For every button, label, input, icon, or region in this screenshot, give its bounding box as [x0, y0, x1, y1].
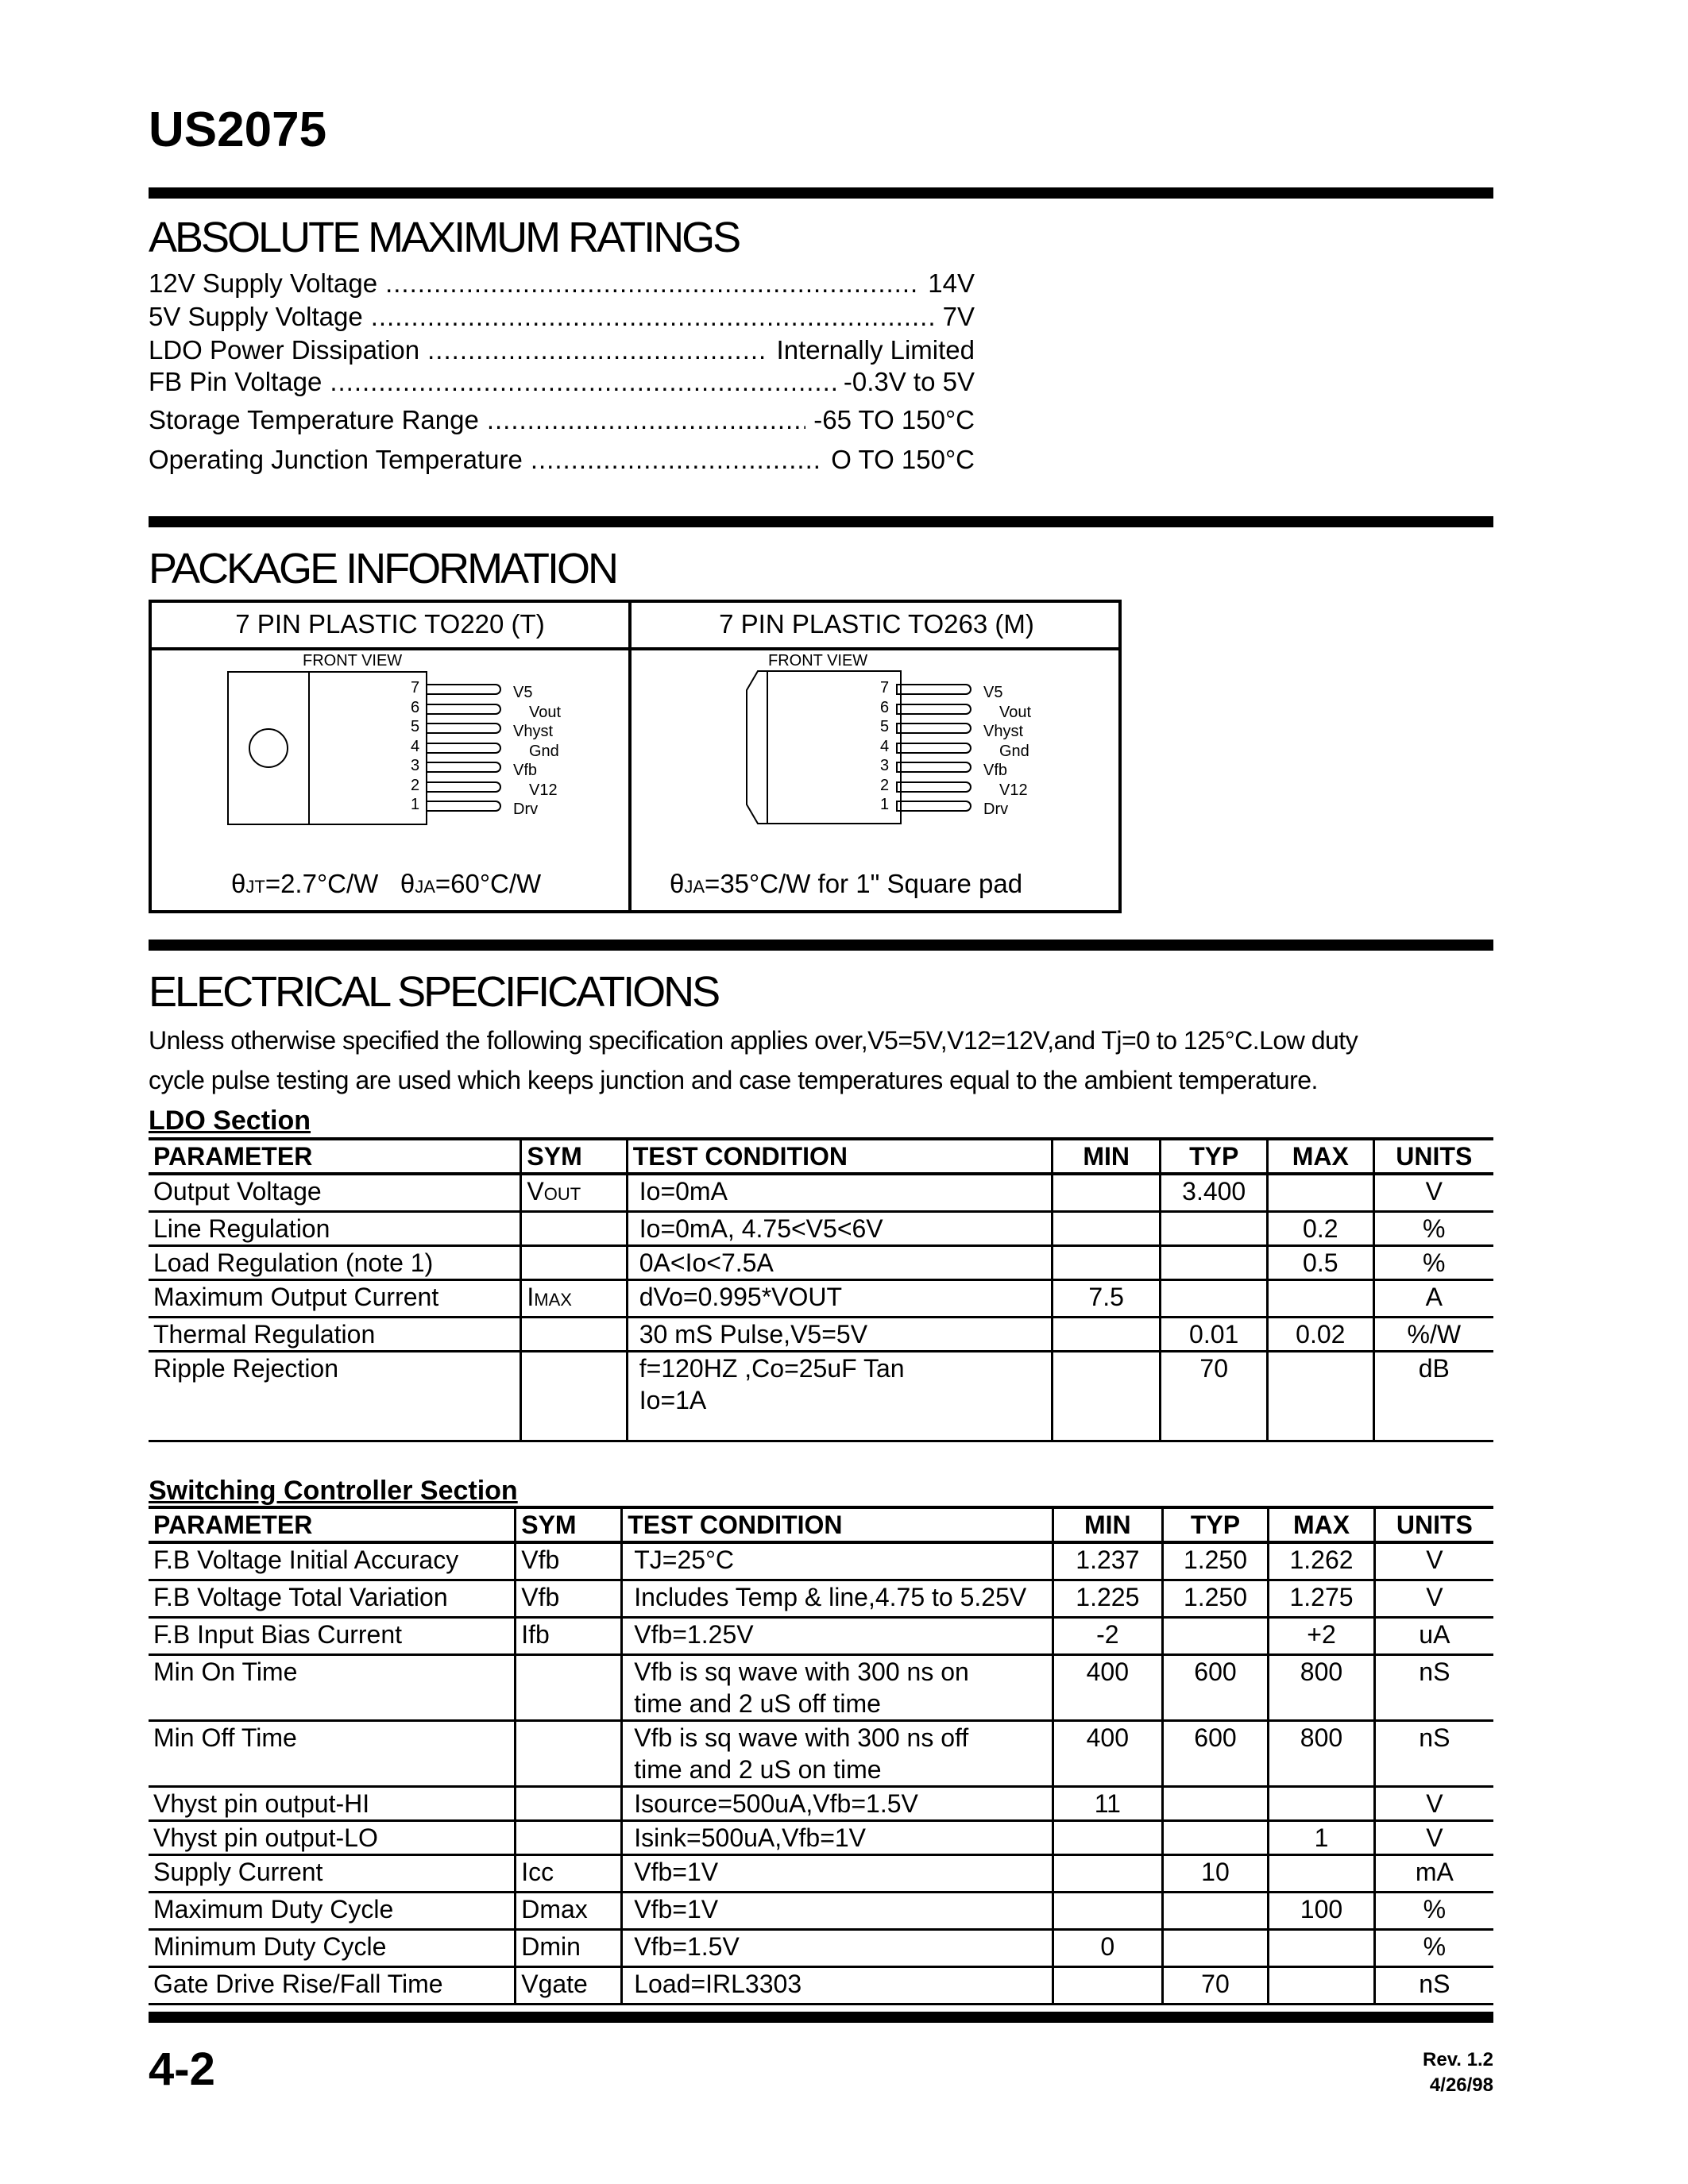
param-cell: Min On Time: [149, 1655, 516, 1721]
table-row: [149, 1212, 1493, 1246]
abs-max-heading: ABSOLUTE MAXIMUM RATINGS: [149, 214, 740, 261]
max-cell: 0.2: [1268, 1212, 1374, 1246]
condition-cell: Load=IRL3303: [622, 1967, 1053, 2005]
pin-number: 2: [880, 776, 890, 794]
units-cell: V: [1374, 1542, 1493, 1580]
min-cell: 400: [1053, 1655, 1162, 1721]
pkg1-tab: [307, 671, 427, 825]
typ-cell: 1.250: [1162, 1542, 1269, 1580]
table-row: [149, 1318, 1493, 1352]
sym-cell: [521, 1352, 627, 1441]
revision: Rev. 1.2: [1423, 2049, 1493, 2070]
pin-name: Vhyst: [983, 723, 1024, 740]
param-cell: Supply Current: [149, 1855, 516, 1893]
units-cell: mA: [1374, 1855, 1493, 1893]
pkg2-name: 7 PIN PLASTIC TO263 (M): [719, 609, 1034, 639]
pin-lead: [426, 762, 501, 773]
column-header: PARAMETER: [149, 1507, 516, 1542]
leader-dots: [385, 268, 920, 299]
elec-intro-1: Unless otherwise specified the following specification applies over,V5=5V,V12=12V,and Tj=0 to 125°C.Low duty: [149, 1026, 1358, 1055]
units-cell: %: [1373, 1246, 1493, 1280]
max-cell: [1268, 1352, 1374, 1441]
sym-cell: [521, 1318, 627, 1352]
min-cell: [1053, 1967, 1162, 2005]
pin-lead: [896, 723, 971, 734]
table-row: [149, 1174, 1493, 1212]
divider: [149, 516, 1493, 527]
pin-name: Drv: [983, 801, 1009, 818]
abs-max-row: [149, 445, 975, 475]
param-cell: Line Regulation: [149, 1212, 521, 1246]
column-header: SYM: [516, 1507, 622, 1542]
param-cell: Thermal Regulation: [149, 1318, 521, 1352]
leader-dots: [330, 367, 836, 397]
pin-name: V12: [529, 781, 558, 799]
column-header: TYP: [1162, 1507, 1269, 1542]
abs-max-row: [149, 335, 975, 365]
pkg1-body: [227, 671, 310, 825]
table-row: [149, 1246, 1493, 1280]
rating-value: Internally Limited: [776, 335, 975, 365]
mounting-hole: [249, 728, 288, 768]
pin-number: 1: [880, 796, 890, 813]
sym-cell: [521, 1212, 627, 1246]
pin-lead: [896, 801, 971, 812]
table-row: [149, 1930, 1493, 1967]
typ-cell: 70: [1161, 1352, 1268, 1441]
min-cell: 11: [1053, 1787, 1162, 1821]
pin-number: 2: [411, 776, 420, 794]
typ-cell: [1162, 1787, 1269, 1821]
min-cell: -2: [1053, 1618, 1162, 1655]
pin-name: Vfb: [983, 762, 1008, 779]
divider: [149, 187, 1493, 199]
max-cell: 1: [1269, 1821, 1375, 1855]
column-header: UNITS: [1373, 1139, 1493, 1174]
max-cell: 800: [1269, 1655, 1375, 1721]
min-cell: [1052, 1352, 1160, 1441]
sym-cell: [516, 1821, 622, 1855]
column-header: MAX: [1268, 1139, 1374, 1174]
pin-number: 4: [411, 737, 420, 755]
column-header: MIN: [1052, 1139, 1160, 1174]
typ-cell: 70: [1162, 1967, 1269, 2005]
min-cell: [1052, 1318, 1160, 1352]
column-header: TYP: [1161, 1139, 1268, 1174]
abs-max-row: [149, 367, 975, 397]
pin-number: 6: [880, 698, 890, 716]
param-cell: Maximum Output Current: [149, 1280, 521, 1318]
sym-cell: [516, 1721, 622, 1787]
param-cell: Vhyst pin output-HI: [149, 1787, 516, 1821]
pin-lead: [896, 762, 971, 773]
min-cell: 7.5: [1052, 1280, 1160, 1318]
table-row: [149, 1721, 1493, 1787]
pin-number: 6: [411, 698, 420, 716]
rating-value: 7V: [942, 302, 975, 331]
max-cell: [1268, 1174, 1374, 1212]
param-cell: Min Off Time: [149, 1721, 516, 1787]
units-cell: dB: [1373, 1352, 1493, 1441]
sym-cell: Dmin: [516, 1930, 622, 1967]
table-row: [149, 1655, 1493, 1721]
units-cell: uA: [1374, 1618, 1493, 1655]
package-heading: PACKAGE INFORMATION: [149, 545, 617, 592]
abs-max-row: [149, 268, 975, 299]
pin-number: 7: [411, 679, 420, 696]
rating-value: 14V: [928, 268, 975, 298]
units-cell: %: [1374, 1893, 1493, 1930]
typ-cell: [1162, 1893, 1269, 1930]
max-cell: [1269, 1787, 1375, 1821]
condition-cell: Includes Temp & line,4.75 to 5.25V: [622, 1580, 1053, 1618]
revision-date: 4/26/98: [1429, 2074, 1493, 2096]
typ-cell: [1161, 1212, 1268, 1246]
min-cell: 1.237: [1053, 1542, 1162, 1580]
pin-number: 7: [880, 679, 890, 696]
table-row: [149, 1618, 1493, 1655]
typ-cell: 0.01: [1161, 1318, 1268, 1352]
abs-max-row: [149, 302, 975, 332]
rating-value: -65 TO 150°C: [813, 405, 975, 434]
leader-dots: [487, 405, 805, 435]
param-cell: Output Voltage: [149, 1174, 521, 1212]
leader-dots: [531, 445, 823, 475]
rating-value: -0.3V to 5V: [843, 367, 975, 396]
pkg2-front-view: FRONT VIEW: [768, 652, 868, 669]
switching-table: [149, 1506, 1493, 2005]
condition-cell: Io=0mA, 4.75<V5<6V: [627, 1212, 1052, 1246]
rating-label: 5V Supply Voltage: [149, 302, 363, 331]
pin-name: Vout: [529, 703, 562, 721]
leader-dots: [371, 302, 935, 332]
min-cell: 1.225: [1053, 1580, 1162, 1618]
pkg1-thermal: θJT=2.7°C/W θJA=60°C/W: [231, 869, 542, 898]
column-header: MIN: [1053, 1507, 1162, 1542]
typ-cell: [1162, 1930, 1269, 1967]
condition-cell: Vfb=1.5V: [622, 1930, 1053, 1967]
min-cell: 400: [1053, 1721, 1162, 1787]
pkg1-name: 7 PIN PLASTIC TO220 (T): [235, 609, 545, 639]
pin-name: Gnd: [529, 742, 559, 760]
sym-cell: Vfb: [516, 1542, 622, 1580]
pin-name: Vhyst: [513, 723, 554, 740]
sym-cell: Vgate: [516, 1967, 622, 2005]
table-row: [149, 1580, 1493, 1618]
condition-cell: f=120HZ ,Co=25uF Tan Io=1A: [627, 1352, 1052, 1441]
column-header: SYM: [521, 1139, 627, 1174]
pin-lead: [426, 781, 501, 793]
table-row: [149, 1967, 1493, 2005]
condition-cell: Vfb is sq wave with 300 ns off time and 2 uS on time: [622, 1721, 1053, 1787]
rating-label: LDO Power Dissipation: [149, 335, 420, 365]
typ-cell: 10: [1162, 1855, 1269, 1893]
ldo-section-title: LDO Section: [149, 1106, 311, 1136]
pin-lead: [896, 781, 971, 793]
condition-cell: Vfb is sq wave with 300 ns on time and 2 uS off time: [622, 1655, 1053, 1721]
max-cell: 1.262: [1269, 1542, 1375, 1580]
table-row: [149, 1280, 1493, 1318]
units-cell: V: [1374, 1787, 1493, 1821]
sym-cell: [521, 1246, 627, 1280]
typ-cell: [1162, 1821, 1269, 1855]
pin-number: 3: [411, 757, 420, 774]
max-cell: +2: [1269, 1618, 1375, 1655]
max-cell: 1.275: [1269, 1580, 1375, 1618]
condition-cell: TJ=25°C: [622, 1542, 1053, 1580]
condition-cell: Vfb=1V: [622, 1855, 1053, 1893]
param-cell: Vhyst pin output-LO: [149, 1821, 516, 1855]
pkg2-body: [744, 669, 902, 825]
table-row: [149, 1352, 1493, 1441]
divider: [149, 940, 1493, 951]
min-cell: [1053, 1855, 1162, 1893]
units-cell: V: [1373, 1174, 1493, 1212]
typ-cell: 1.250: [1162, 1580, 1269, 1618]
sym-cell: Dmax: [516, 1893, 622, 1930]
column-header: TEST CONDITION: [627, 1139, 1052, 1174]
pin-lead: [426, 723, 501, 734]
units-cell: V: [1374, 1580, 1493, 1618]
part-number: US2075: [149, 102, 327, 157]
param-cell: Ripple Rejection: [149, 1352, 521, 1441]
units-cell: %: [1373, 1212, 1493, 1246]
pin-number: 1: [411, 796, 420, 813]
sym-cell: VOUT: [521, 1174, 627, 1212]
units-cell: %: [1374, 1930, 1493, 1967]
param-cell: Minimum Duty Cycle: [149, 1930, 516, 1967]
pin-name: V12: [999, 781, 1028, 799]
pin-name: Drv: [513, 801, 539, 818]
page-number: 4-2: [149, 2043, 215, 2095]
param-cell: Load Regulation (note 1): [149, 1246, 521, 1280]
pin-name: Vfb: [513, 762, 538, 779]
typ-cell: 600: [1162, 1655, 1269, 1721]
column-header: TEST CONDITION: [622, 1507, 1053, 1542]
sym-cell: [516, 1655, 622, 1721]
abs-max-row: [149, 405, 975, 435]
units-cell: A: [1373, 1280, 1493, 1318]
pin-number: 5: [411, 718, 420, 735]
rating-label: Operating Junction Temperature: [149, 445, 523, 474]
sym-cell: Vfb: [516, 1580, 622, 1618]
column-header: UNITS: [1374, 1507, 1493, 1542]
sym-cell: IMAX: [521, 1280, 627, 1318]
max-cell: [1268, 1280, 1374, 1318]
pkg2-thermal: θJA=35°C/W for 1" Square pad: [670, 869, 1023, 898]
table-row: [149, 1542, 1493, 1580]
condition-cell: Io=0mA: [627, 1174, 1052, 1212]
table-row: [149, 1787, 1493, 1821]
pin-number: 3: [880, 757, 890, 774]
pin-lead: [426, 704, 501, 715]
max-cell: 100: [1269, 1893, 1375, 1930]
condition-cell: 30 mS Pulse,V5=5V: [627, 1318, 1052, 1352]
switching-section-title: Switching Controller Section: [149, 1476, 518, 1506]
param-cell: F.B Voltage Total Variation: [149, 1580, 516, 1618]
pin-name: Gnd: [999, 742, 1029, 760]
min-cell: [1053, 1821, 1162, 1855]
max-cell: [1269, 1967, 1375, 2005]
typ-cell: [1162, 1618, 1269, 1655]
units-cell: V: [1374, 1821, 1493, 1855]
max-cell: 800: [1269, 1721, 1375, 1787]
pin-lead: [426, 801, 501, 812]
pin-name: Vout: [999, 703, 1032, 721]
units-cell: nS: [1374, 1655, 1493, 1721]
min-cell: [1053, 1893, 1162, 1930]
elec-intro-2: cycle pulse testing are used which keeps junction and case temperatures equal to the ambient temperature.: [149, 1066, 1318, 1094]
elec-heading: ELECTRICAL SPECIFICATIONS: [149, 968, 719, 1016]
typ-cell: 600: [1162, 1721, 1269, 1787]
typ-cell: [1161, 1280, 1268, 1318]
units-cell: nS: [1374, 1721, 1493, 1787]
condition-cell: Isource=500uA,Vfb=1.5V: [622, 1787, 1053, 1821]
units-cell: nS: [1374, 1967, 1493, 2005]
pin-lead: [896, 684, 971, 695]
param-cell: Gate Drive Rise/Fall Time: [149, 1967, 516, 2005]
ldo-table: [149, 1137, 1493, 1442]
rating-label: Storage Temperature Range: [149, 405, 479, 434]
rating-label: 12V Supply Voltage: [149, 268, 378, 298]
condition-cell: 0A<Io<7.5A: [627, 1246, 1052, 1280]
pin-lead: [896, 704, 971, 715]
leader-dots: [427, 335, 768, 365]
sym-cell: [516, 1787, 622, 1821]
units-cell: %/W: [1373, 1318, 1493, 1352]
max-cell: [1269, 1855, 1375, 1893]
max-cell: 0.02: [1268, 1318, 1374, 1352]
pin-name: V5: [513, 684, 533, 701]
param-cell: Maximum Duty Cycle: [149, 1893, 516, 1930]
pin-name: V5: [983, 684, 1003, 701]
condition-cell: dVo=0.995*VOUT: [627, 1280, 1052, 1318]
typ-cell: 3.400: [1161, 1174, 1268, 1212]
param-cell: F.B Voltage Initial Accuracy: [149, 1542, 516, 1580]
package-box: [149, 600, 1122, 913]
condition-cell: Vfb=1.25V: [622, 1618, 1053, 1655]
pin-lead: [896, 743, 971, 754]
rating-value: O TO 150°C: [831, 445, 975, 474]
param-cell: F.B Input Bias Current: [149, 1618, 516, 1655]
min-cell: [1052, 1174, 1160, 1212]
rating-label: FB Pin Voltage: [149, 367, 323, 396]
pin-lead: [426, 684, 501, 695]
divider: [149, 2012, 1493, 2023]
max-cell: [1269, 1930, 1375, 1967]
table-row: [149, 1821, 1493, 1855]
typ-cell: [1161, 1246, 1268, 1280]
condition-cell: Isink=500uA,Vfb=1V: [622, 1821, 1053, 1855]
max-cell: 0.5: [1268, 1246, 1374, 1280]
column-header: MAX: [1269, 1507, 1375, 1542]
pin-number: 5: [880, 718, 890, 735]
table-row: [149, 1893, 1493, 1930]
min-cell: [1052, 1212, 1160, 1246]
pin-lead: [426, 743, 501, 754]
condition-cell: Vfb=1V: [622, 1893, 1053, 1930]
pkg1-front-view: FRONT VIEW: [303, 652, 403, 669]
table-row: [149, 1855, 1493, 1893]
min-cell: [1052, 1246, 1160, 1280]
min-cell: 0: [1053, 1930, 1162, 1967]
column-header: PARAMETER: [149, 1139, 521, 1174]
pin-number: 4: [880, 737, 890, 755]
sym-cell: Icc: [516, 1855, 622, 1893]
sym-cell: Ifb: [516, 1618, 622, 1655]
